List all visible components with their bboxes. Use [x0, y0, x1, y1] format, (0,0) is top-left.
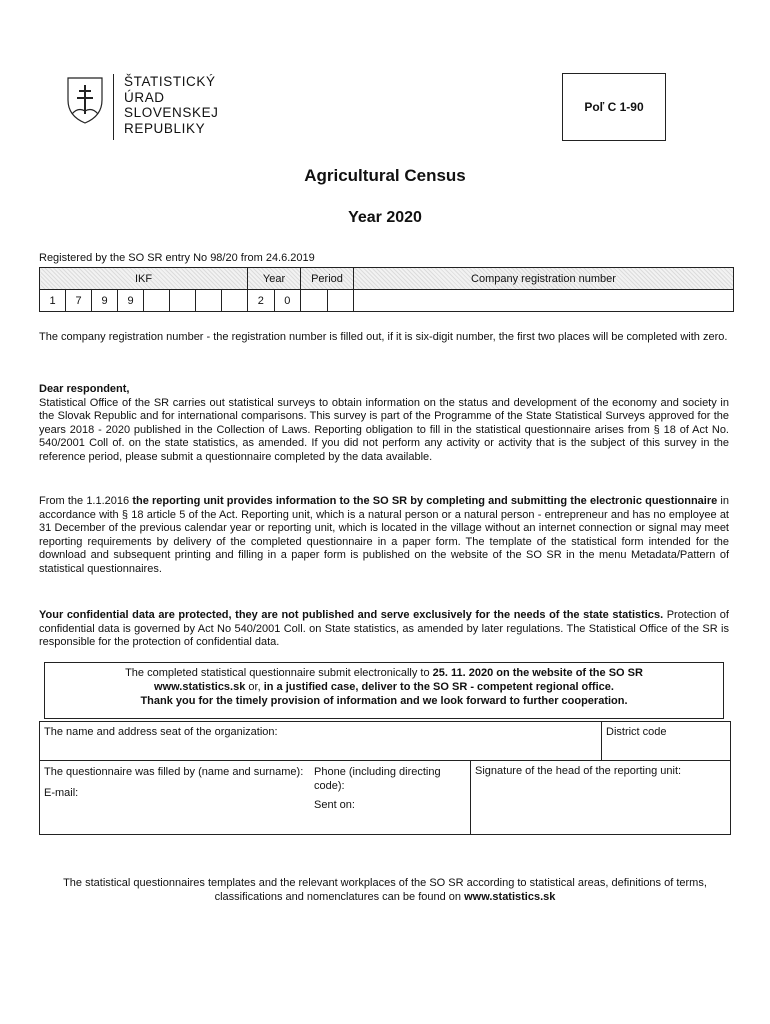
ikf-digit-2[interactable]: 7 [66, 290, 92, 312]
website-link[interactable]: www.statistics.sk [154, 681, 246, 693]
district-code-label: District code [606, 726, 667, 738]
footer-link[interactable]: www.statistics.sk [464, 891, 556, 903]
signature-label: Signature of the head of the reporting unit: [475, 765, 682, 777]
year-digit-2[interactable]: 0 [274, 290, 301, 312]
confidentiality-emphasis: Your confidential data are protected, they are not published and serve exclusively for the needs of the state statistics. [39, 609, 664, 621]
page-title: Agricultural Census [304, 166, 466, 185]
submission-alternative: in a justified case, deliver to the SO SR - competent regional office. [263, 681, 614, 693]
period-digit-1[interactable] [301, 290, 328, 312]
filled-by-label: The questionnaire was filled by (name and surname): [44, 766, 304, 778]
reporting-paragraph [39, 495, 729, 577]
footer-note [40, 876, 730, 904]
registration-note: Registered by the SO SR entry No 98/20 from 24.6.2019 [39, 252, 315, 264]
phone-label: Phone (including directing code): [314, 766, 441, 792]
thank-you-note: Thank you for the timely provision of information and we look forward to further cooperation. [140, 695, 628, 707]
coat-of-arms-icon [62, 76, 114, 126]
year-header: Year [248, 268, 301, 290]
phone-field[interactable] [310, 761, 471, 835]
office-line-1: ŠTATISTICKÝ [124, 74, 216, 89]
signature-field[interactable] [471, 761, 731, 835]
ikf-digit-7[interactable] [196, 290, 222, 312]
period-header: Period [301, 268, 354, 290]
filled-by-field[interactable] [40, 761, 311, 835]
form-code: Poľ C 1-90 [584, 100, 644, 114]
company-number-field[interactable] [354, 290, 734, 312]
organization-name-label: The name and address seat of the organization: [44, 726, 278, 738]
ikf-digit-5[interactable] [144, 290, 170, 312]
organization-table [39, 721, 731, 835]
office-line-3: SLOVENSKEJ [124, 105, 219, 120]
reporting-date: From the 1.1.2016 [39, 495, 133, 507]
ikf-digit-8[interactable] [222, 290, 248, 312]
ikf-digit-1[interactable]: 1 [40, 290, 66, 312]
email-label: E-mail: [44, 787, 79, 799]
company-number-header: Company registration number [354, 268, 734, 290]
office-line-2: ÚRAD [124, 89, 165, 105]
organization-name-field[interactable] [40, 722, 602, 761]
reporting-details: in accordance with § 18 article 5 of the Act. Reporting unit, which is a natural person or a natural person - entrepreneur and has no employee at 31 December of the previous calendar year or reporting unit, which is located in the village without an internet connection or signal may meet reporting requirements by delivery of the completed questionnaire in a paper form. The template of the statistical form intended for the download and subsequent printing and filling in a paper form is published on the website of the SO SR in the menu Metadata/Pattern of statistical questionnaires. [39, 495, 729, 575]
reporting-emphasis: the reporting unit provides information to the SO SR by completing and submitting the electronic questionnaire [132, 495, 718, 507]
form-code-box [562, 73, 666, 141]
sent-on-label: Sent on: [314, 799, 355, 811]
year-digit-1[interactable]: 2 [248, 290, 275, 312]
submission-or: or, [245, 681, 264, 693]
ikf-digit-4[interactable]: 9 [118, 290, 144, 312]
confidentiality-details: Protection of confidential data is governed by Act No 540/2001 Coll. on State statistics, as amended by later regulations. The Statistical Office of the SR is responsible for the protection of confidential data. [39, 609, 729, 649]
logo-divider [113, 74, 114, 140]
office-name [124, 74, 264, 136]
ikf-digit-3[interactable]: 9 [92, 290, 118, 312]
ikf-digit-6[interactable] [170, 290, 196, 312]
ikf-header: IKF [40, 268, 248, 290]
period-digit-2[interactable] [327, 290, 354, 312]
footer-text: The statistical questionnaires templates and the relevant workplaces of the SO SR according to statistical areas, definitions of terms, classifications and nomenclatures can be found on [63, 877, 707, 903]
company-number-note: The company registration number - the registration number is filled out, if it is six-digit number, the first two places will be completed with zero. [39, 331, 728, 343]
confidentiality-paragraph [39, 609, 729, 650]
submission-box [44, 662, 724, 719]
submission-text: The completed statistical questionnaire submit electronically to [125, 667, 433, 679]
intro-section [39, 383, 729, 465]
district-code-field[interactable] [602, 722, 731, 761]
submission-deadline: 25. 11. 2020 on the website of the SO SR [432, 667, 643, 679]
office-line-4: REPUBLIKY [124, 120, 206, 136]
intro-text: Statistical Office of the SR carries out statistical surveys to obtain information on the status and development of the economy and society in the Slovak Republic and for international comparisons. This survey is part of the Programme of the State Statistical Surveys approved for the years 2018 - 2020 published in the Collection of Laws. Reporting obligation to fill in the statistical questionnaire arises from § 18 of Act No. 540/2001 Coll of. on the state statistics, as amended. If you did not perform any activity or activity that is the subject of this survey in the reference period, please submit a questionnaire completed by the data available. [39, 396, 729, 463]
census-year: Year 2020 [348, 209, 422, 226]
greeting: Dear respondent, [39, 383, 130, 395]
registration-table [39, 267, 734, 312]
